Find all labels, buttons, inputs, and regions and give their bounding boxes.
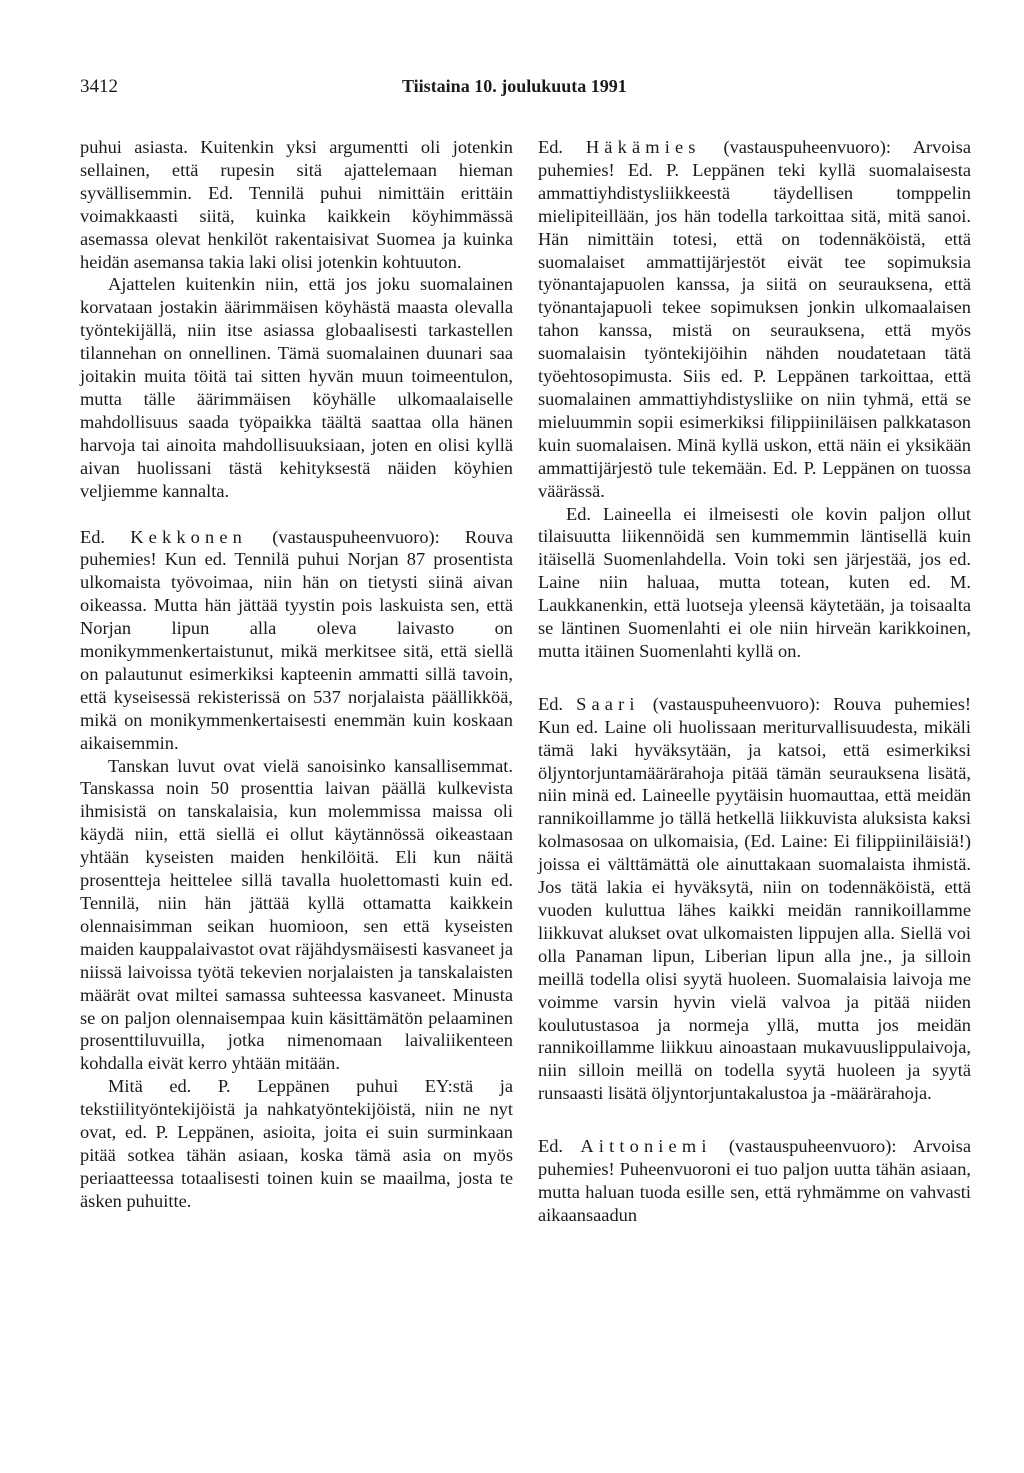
speaker-prefix: Ed. [80,526,131,547]
paragraph: puhui asiasta. Kuitenkin yksi argumentti oli jotenkin sellainen, että rupesin sitä ajattelemaan hieman syvällisemmin. Ed. Tennilä puhui nimittäin erittäin voimakkaasti siitä, kuinka kaikkein köyhimmässä asemassa olevat henkilöt rakentaisivat Suomea ja kuinka heidän asemansa takia laki olisi jotenkin kohtuuton. [80,137,513,272]
speaker-name: Saari [576,693,640,714]
page-header [80,76,960,102]
speech-text: (vastauspuheenvuoro): Arvoisa puhemies! Puheenvuoroni ei tuo paljon uutta tähän asiaan, mutta haluan tuoda esille sen, että ryhmämme on vahvasti aikaansaadun [538,1136,971,1225]
right-column [538,136,971,1227]
page-number: 3412 [80,76,118,97]
speaker-prefix: Ed. [538,1136,581,1157]
speaker-name: Aittoniemi [580,1136,712,1157]
paragraph: Tanskan luvut ovat vielä sanoisinko kansallisemmat. Tanskassa noin 50 prosenttia laivan päällä kulkevista ihmisistä on tanskalaisia, kun molemmissa maissa oli käydä niin, että siellä ei ollut käytännössä oikeastaan yhtään kyseisten maiden henkilöitä. Eli kun näitä prosentteja heittelee sillä tavalla huolettomasti kuin ed. Tennilä, niin hän jättää kyllä ottamatta kaikkein olennaisimman seikan huomioon, sen että kyseisten maiden kauppalaivastot ovat räjähdysmäisesti kasvaneet ja niissä laivoissa työtä tekevien norjalaisten ja tanskalaisten määrät ovat miltei samassa suhteessa kasvaneet. Minusta se on paljon olennaisempaa kuin käsittämätön pelaaminen prosenttiluvuilla, jotka nimenomaan laivaliikenteen kohdalla eivät kerro yhtään mitään. [80,755,513,1074]
speaker-prefix: Ed. [538,137,586,157]
header-date: Tiistaina 10. joulukuuta 1991 [402,76,627,96]
speech-text: (vastauspuheenvuoro): Arvoisa puhemies! Ed. P. Leppänen teki kyllä suomalaisesta ammattiyhdistysliikkeestä täydellisen tomppelin mielipiteillään, jos hän todella tarkoittaa sitä, mitä sanoi. Hän nimittäin totesi, että on todennäköistä, että suomalaiset ammattijärjestöt eivät tee sopimuksia työnantajapuolen kanssa, ja siitä on seurauksena, että työnantajapuoli tekee sopimuksen jonkin ulkomaalaisen tahon kanssa, mistä on seurauksena, että myös suomalaisin työntekijöihin nähden noudatetaan tätä työehtosopimusta. Siis ed. P. Leppänen tarkoittaa, että suomalainen ammattiyhdistysliike on niin tyhmä, että se mieluummin sopii esimerkiksi filippiiniläisen palkkatason kuin suomalaisen. Minä kyllä uskon, että näin ei yksikään ammattijärjestö tule tekemään. Ed. P. Leppänen on tuossa väärässä. [538,137,971,501]
speaker-name: Kekkonen [130,526,248,547]
speaker-name: Häkämies [585,137,701,157]
speaker-prefix: Ed. [538,693,577,714]
paragraph: Ajattelen kuitenkin niin, että jos joku suomalainen korvataan jostakin äärimmäisen köyhästä maasta olevalla työntekijällä, niin itse asiassa globaalisesti tarkastellen tilannehan on onnellinen. Tämä suomalainen duunari saa joitakin muita töitä tai sitten hyvän muun toimeentulon, mutta tälle äärimmäisen köyhälle ulkomaalaiselle mahdollisuus saada työpaikka täältä saattaa olla hänen harvoja tai ainoita mahdollisuuksiaan, joten en olisi kyllä aivan huolissani tästä kehityksestä näiden köyhien veljiemme kannalta. [80,274,513,501]
left-column [80,136,513,1213]
speech-saari [538,693,971,1105]
speech-text: (vastauspuheenvuoro): Rouva puhemies! Kun ed. Laine oli huolissaan meriturvallisuudesta, mikäli tämä laki hyväksytään, ja katsoi, että esimerkiksi öljyntorjuntamäärärahoja pitää tämän seurauksena lisätä, niin minä ed. Laineelle pyytäisin huomauttaa, että meidän rannikoillamme jo tällä hetkellä liikkuvista aluksista kaksi kolmasosaa on ulkomaisia, (Ed. Laine: Ei filippiiniläisiä!) joissa ei välttämättä ole ainuttakaan suomalaista ihmistä. Jos tätä lakia ei hyväksytä, niin on todennäköistä, että vuoden kuluttua lähes kaikki meidän rannikoillamme liikkuvat alukset ovat ulkomaisten lippujen alla. Siellä voi olla Panaman lipun, Liberian lipun alla jne., ja silloin meillä todella olisi syytä huoleen. Suomalaisia laivoja me voimme varsin hyvin vielä valvoa ja pitää niiden koulutustasoa ja normeja yllä, mutta jos meidän rannikoillamme liikkuu ainoastaan mukavuuslippulaivoja, niin silloin meillä on todella syytä huoleen ja syytä runsaasti lisätä öljyntorjuntakalustoa ja -määrärahoja. [538,693,971,1104]
speech-hakamies [538,136,971,503]
paragraph: Mitä ed. P. Leppänen puhui EY:stä ja tekstiilityöntekijöistä ja nahkatyöntekijöistä, niin ne nyt ovat, ed. P. Leppänen, asioita, joita ei suin surminkaan pitää sotkea tähän asiaan, koska tämä asia on myös periaatteessa totaalisesti toinen kuin se maailma, josta te äsken puhuitte. [80,1076,513,1211]
speech-aittoniemi [538,1135,971,1227]
paragraph: Ed. Laineella ei ilmeisesti ole kovin paljon ollut tilaisuutta liikennöidä sen kummemmin läntisellä kuin itäisellä Suomenlahdella. Voin toki sen järjestää, jos ed. Laine niin haluaa, mutta totean, kuten ed. M. Laukkanenkin, että luotseja yleensä käytetään, ja toisaalta se läntinen Suomenlahti ei ole niin hirveän karikkoinen, mutta itäinen Suomenlahti kyllä on. [538,503,971,661]
speech-text: (vastauspuheenvuoro): Rouva puhemies! Kun ed. Tennilä puhui Norjan 87 prosentista ulkomaista työvoimaa, niin hän on tietysti siinä aivan oikeassa. Mutta hän jättää tyystin pois laskuista sen, että Norjan lipun alla oleva laivasto on monikymmenkertaistunut, mikä merkitsee sitä, että siellä on palautunut esimerkiksi kapteenin ammatti sillä tavoin, että kyseisessä rekisterissä on 537 norjalaista päällikköä, mikä on monikymmenkertaisesti enemmän kuin koskaan aikaisemmin. [80,526,513,753]
speech-kekkonen [80,526,513,755]
